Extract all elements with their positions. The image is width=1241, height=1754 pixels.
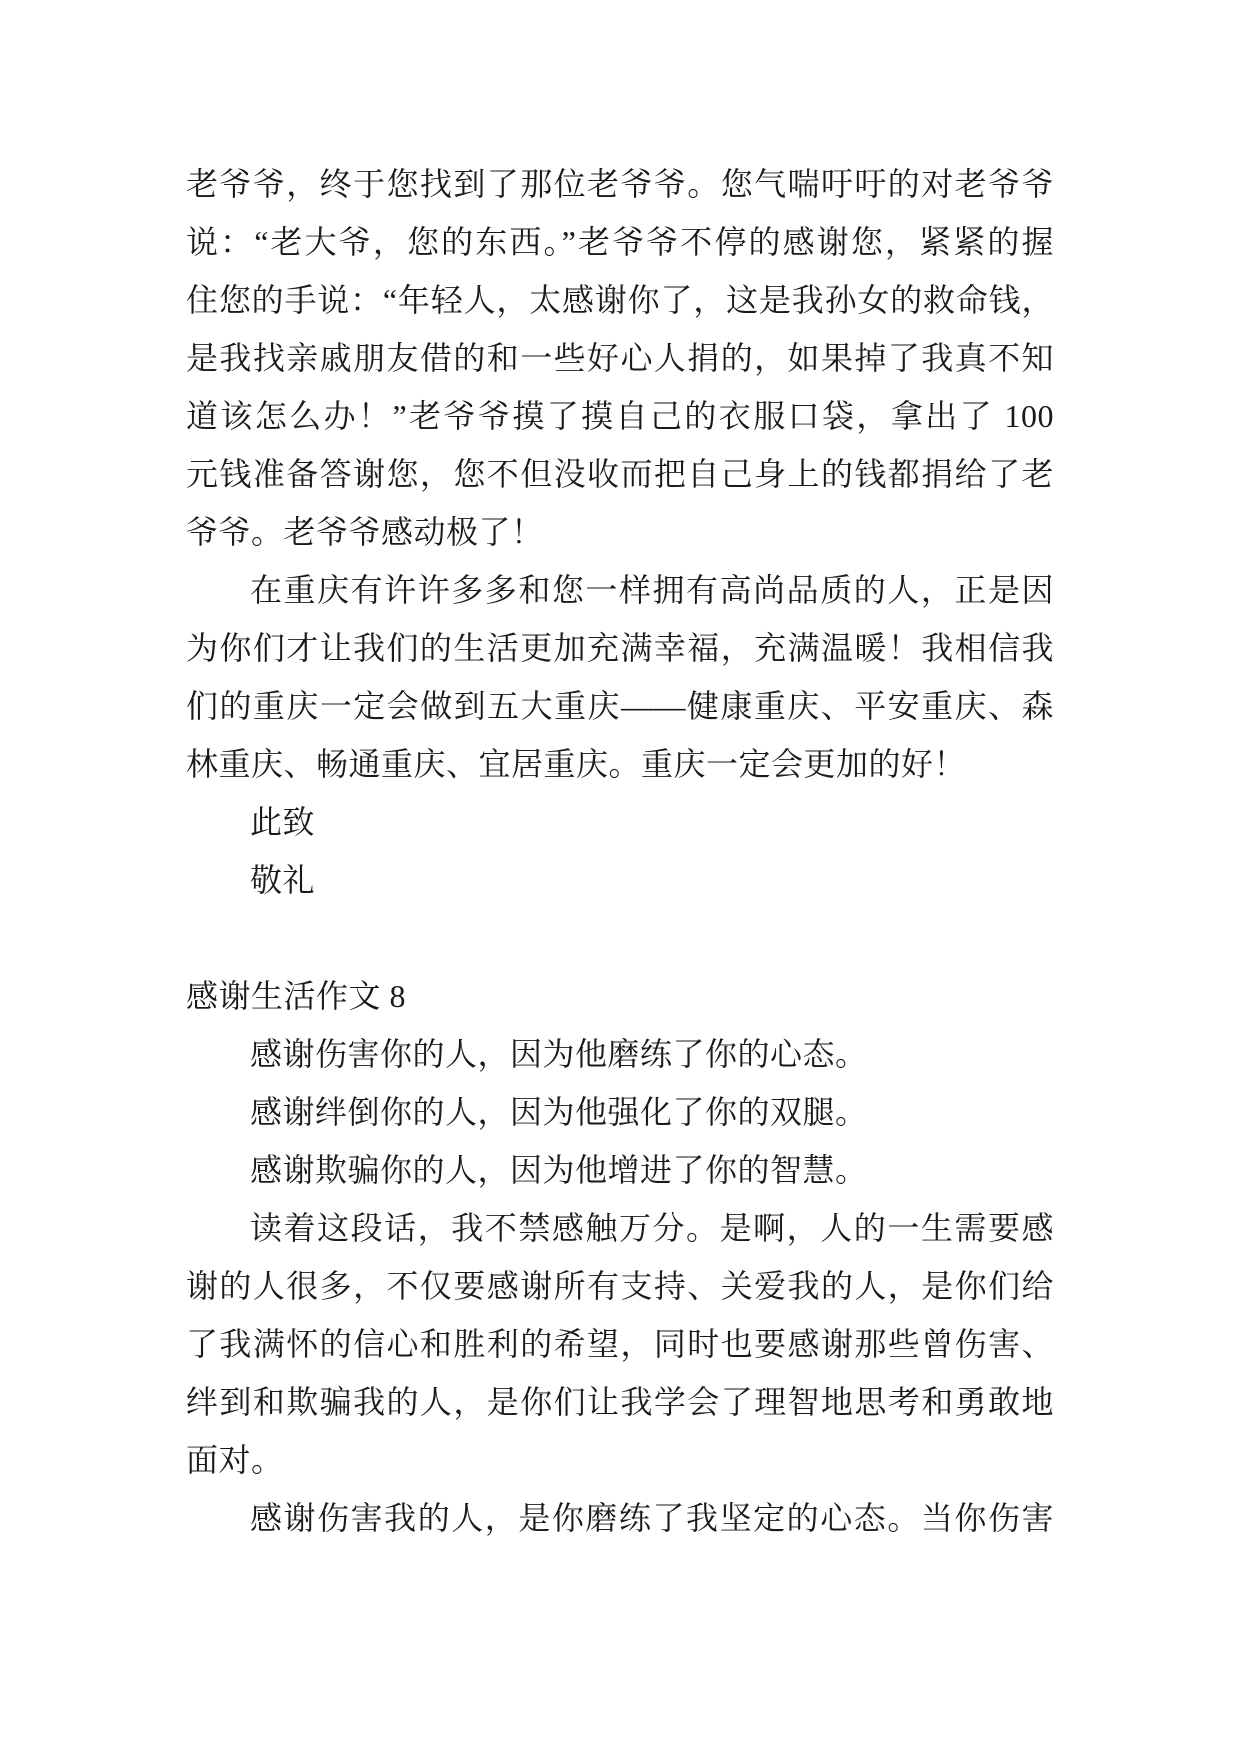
text-line: 是我找亲戚朋友借的和一些好心人捐的，如果掉了我真不知 (186, 340, 1054, 376)
text-line: 在重庆有许许多多和您一样拥有高尚品质的人，正是因 (250, 572, 1054, 608)
text-line: 老爷爷，终于您找到了那位老爷爷。您气喘吁吁的对老爷爷 (186, 166, 1054, 202)
essay-text-block (186, 155, 1054, 1547)
text-line: 元钱准备答谢您，您不但没收而把自己身上的钱都捐给了老 (186, 456, 1054, 492)
text-line: 道该怎么办！”老爷爷摸了摸自己的衣服口袋，拿出了 100 (186, 398, 1054, 434)
text-line: 感谢绊倒你的人，因为他强化了你的双腿。 (250, 1094, 868, 1130)
section-heading: 感谢生活作文 8 (186, 978, 407, 1014)
text-line: 爷爷。老爷爷感动极了！ (186, 514, 544, 550)
text-line: 说：“老大爷，您的东西。”老爷爷不停的感谢您，紧紧的握 (186, 224, 1054, 260)
text-line: 感谢欺骗你的人，因为他增进了你的智慧。 (250, 1152, 868, 1188)
text-line: 此致 (250, 804, 316, 840)
text-line: 绊到和欺骗我的人，是你们让我学会了理智地思考和勇敢地 (186, 1384, 1054, 1420)
text-line: 们的重庆一定会做到五大重庆——健康重庆、平安重庆、森 (186, 688, 1054, 724)
text-line: 面对。 (186, 1442, 284, 1478)
text-line: 为你们才让我们的生活更加充满幸福，充满温暖！我相信我 (186, 630, 1054, 666)
text-line: 感谢伤害我的人，是你磨练了我坚定的心态。当你伤害 (250, 1500, 1054, 1536)
text-line: 感谢伤害你的人，因为他磨练了你的心态。 (250, 1036, 868, 1072)
text-line: 林重庆、畅通重庆、宜居重庆。重庆一定会更加的好！ (186, 746, 967, 782)
blank-line (186, 909, 1054, 967)
text-line: 住您的手说：“年轻人，太感谢你了，这是我孙女的救命钱， (186, 282, 1054, 318)
text-line: 谢的人很多，不仅要感谢所有支持、关爱我的人，是你们给 (186, 1268, 1054, 1304)
text-line: 敬礼 (250, 862, 316, 898)
text-line: 了我满怀的信心和胜利的希望，同时也要感谢那些曾伤害、 (186, 1326, 1054, 1362)
text-line: 读着这段话，我不禁感触万分。是啊，人的一生需要感 (250, 1210, 1054, 1246)
